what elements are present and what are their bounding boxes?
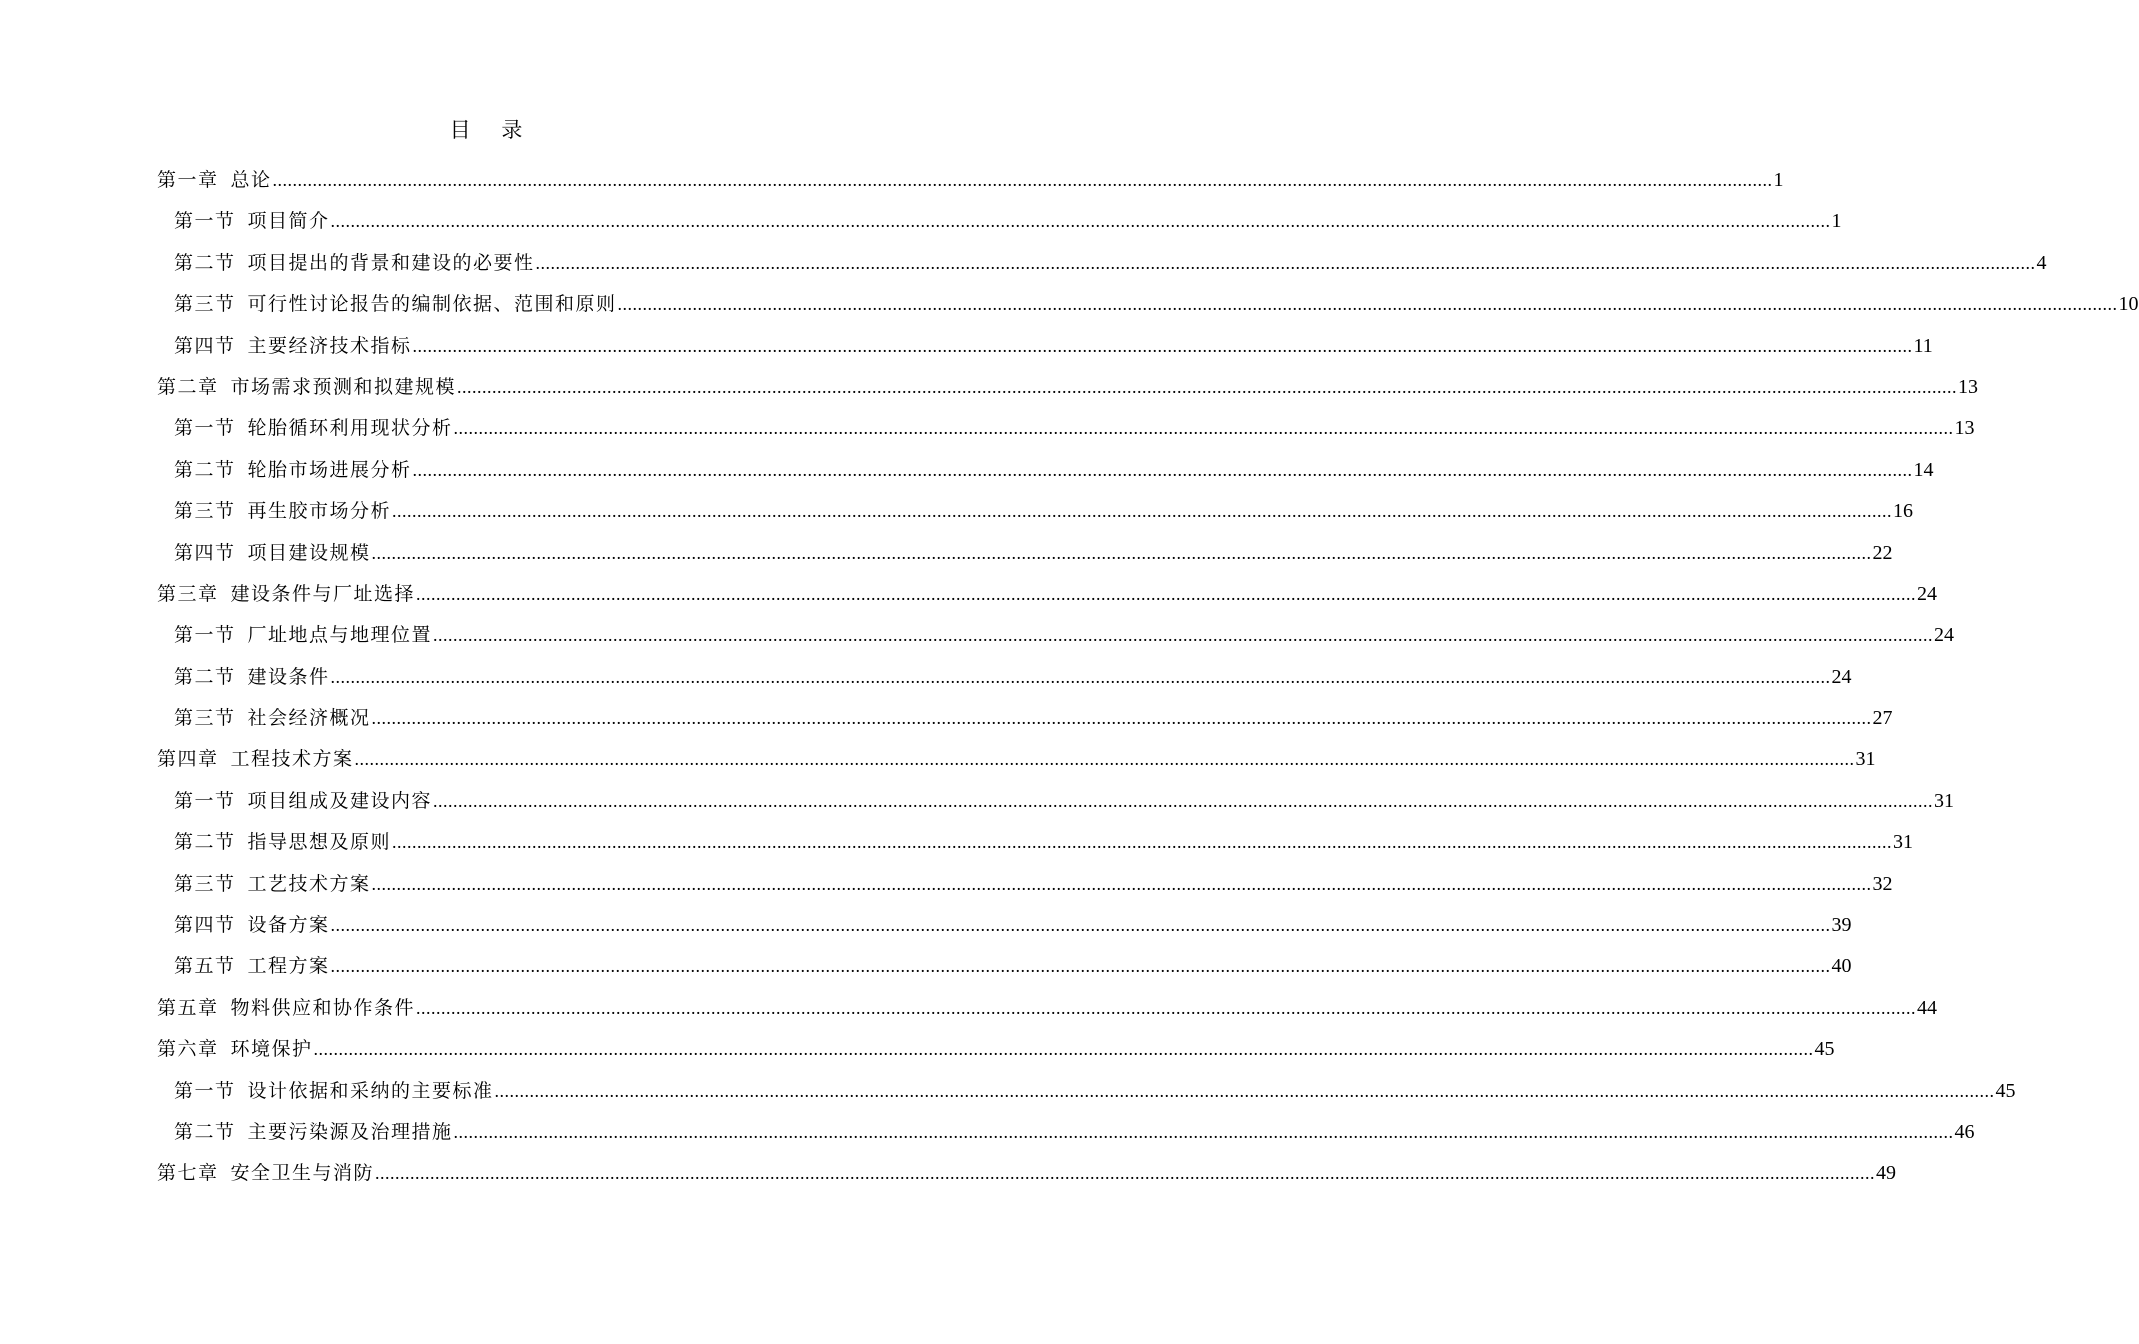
toc-section-entry[interactable] xyxy=(157,408,1975,449)
toc-entry-number: 第三节 xyxy=(174,500,236,523)
toc-entry-label xyxy=(174,201,330,242)
toc-dot-leader: ............................................................................................................................................................................................................................................................................................................ xyxy=(392,832,1893,853)
toc-entry-title: 市场需求预测和拟建规模 xyxy=(230,375,457,398)
toc-page-number: 13 xyxy=(1954,417,1975,440)
toc-entry-number: 第四节 xyxy=(174,541,236,564)
toc-entry-title: 指导思想及原则 xyxy=(247,831,392,854)
toc-page-number: 16 xyxy=(1893,500,1914,523)
toc-entry-number: 第一章 xyxy=(157,169,219,191)
toc-entry-label xyxy=(174,657,330,698)
toc-entry-title: 总论 xyxy=(230,169,272,191)
toc-entry-number: 第一节 xyxy=(174,417,236,440)
toc-entry-label xyxy=(157,739,354,780)
toc-entry-number: 第三节 xyxy=(174,707,236,730)
toc-section-entry[interactable] xyxy=(157,946,1852,987)
toc-entry-number: 第二节 xyxy=(174,458,236,481)
toc-entry-title: 项目建设规模 xyxy=(247,541,371,564)
toc-entry-title: 工艺技术方案 xyxy=(247,872,371,895)
toc-entry-label xyxy=(174,822,391,863)
toc-dot-leader: ............................................................................................................................................................................................................................................................................................................ xyxy=(392,501,1893,522)
toc-page-number: 24 xyxy=(1934,624,1955,647)
toc-page-number: 31 xyxy=(1855,748,1876,771)
toc-entry-number: 第四章 xyxy=(157,748,219,771)
toc-entry-number: 第一节 xyxy=(174,210,236,233)
toc-dot-leader: ............................................................................................................................................................................................................................................................................................................ xyxy=(330,956,1831,977)
toc-entry-label xyxy=(174,905,330,946)
toc-section-entry[interactable] xyxy=(157,533,1893,574)
toc-page-number: 10 xyxy=(2118,293,2139,316)
toc-page-number: 32 xyxy=(1872,872,1893,895)
toc-chapter-entry[interactable] xyxy=(157,1029,1835,1070)
toc-dot-leader: ............................................................................................................................................................................................................................................................................................................ xyxy=(535,252,2036,273)
toc-page-number: 24 xyxy=(1917,582,1938,605)
toc-chapter-entry[interactable] xyxy=(157,160,1784,201)
toc-entry-label xyxy=(157,988,415,1029)
toc-entry-label xyxy=(174,864,371,905)
toc-section-entry[interactable] xyxy=(157,864,1893,905)
toc-page-number: 11 xyxy=(1913,334,1933,357)
toc-entry-label xyxy=(174,946,330,987)
toc-entry-number: 第三节 xyxy=(174,872,236,895)
toc-entry-label xyxy=(174,698,371,739)
toc-page-number: 1 xyxy=(1831,210,1842,233)
toc-entry-number: 第三章 xyxy=(157,582,219,605)
toc-entry-title: 轮胎市场进展分析 xyxy=(247,458,412,481)
toc-entry-title: 轮胎循环利用现状分析 xyxy=(247,417,453,440)
toc-dot-leader: ............................................................................................................................................................................................................................................................................................................ xyxy=(412,335,1913,356)
toc-dot-leader: ............................................................................................................................................................................................................................................................................................................ xyxy=(433,790,1934,811)
toc-page-number: 27 xyxy=(1872,707,1893,730)
toc-section-entry[interactable] xyxy=(157,450,1934,491)
toc-page-number: 1 xyxy=(1773,169,1784,191)
toc-entry-title: 设备方案 xyxy=(247,914,330,937)
toc-entry-title: 建设条件 xyxy=(247,665,330,688)
toc-dot-leader: ............................................................................................................................................................................................................................................................................................................ xyxy=(330,666,1831,687)
toc-dot-leader: ............................................................................................................................................................................................................................................................................................................ xyxy=(371,873,1872,894)
toc-page-number: 14 xyxy=(1913,458,1934,481)
toc-entry-label xyxy=(174,533,371,574)
toc-dot-leader: ............................................................................................................................................................................................................................................................................................................ xyxy=(416,583,1917,604)
toc-page-number: 4 xyxy=(2036,251,2047,274)
toc-entry-number: 第二节 xyxy=(174,251,236,274)
toc-entry-title: 建设条件与厂址选择 xyxy=(230,582,416,605)
toc-chapter-entry[interactable] xyxy=(157,367,1979,408)
toc-section-entry[interactable] xyxy=(157,326,1933,367)
toc-chapter-entry[interactable] xyxy=(157,574,1938,615)
toc-entry-label xyxy=(174,284,617,325)
toc-page-number: 13 xyxy=(1958,375,1979,398)
toc-entry-title: 安全卫生与消防 xyxy=(230,1162,375,1185)
toc-entry-number: 第四节 xyxy=(174,334,236,357)
toc-entry-label xyxy=(174,615,432,656)
toc-section-entry[interactable] xyxy=(157,491,1914,532)
toc-entry-title: 项目组成及建设内容 xyxy=(247,789,433,812)
toc-list xyxy=(157,160,2139,1195)
toc-section-entry[interactable] xyxy=(157,657,1852,698)
toc-section-entry[interactable] xyxy=(157,1112,1975,1153)
toc-page-number: 22 xyxy=(1872,541,1893,564)
toc-dot-leader: ............................................................................................................................................................................................................................................................................................................ xyxy=(371,708,1872,729)
toc-entry-number: 第一节 xyxy=(174,789,236,812)
toc-dot-leader: ............................................................................................................................................................................................................................................................................................................ xyxy=(416,997,1917,1018)
toc-entry-label xyxy=(174,1112,453,1153)
toc-dot-leader: ............................................................................................................................................................................................................................................................................................................ xyxy=(375,1163,1876,1184)
toc-entry-label xyxy=(174,408,453,449)
toc-chapter-entry[interactable] xyxy=(157,739,1876,780)
toc-section-entry[interactable] xyxy=(157,615,1955,656)
toc-section-entry[interactable] xyxy=(157,1071,2016,1112)
toc-entry-title: 环境保护 xyxy=(230,1038,313,1061)
toc-entry-label xyxy=(174,1071,494,1112)
toc-entry-number: 第六章 xyxy=(157,1038,219,1061)
toc-entry-number: 第一节 xyxy=(174,1079,236,1102)
toc-entry-title: 设计依据和采纳的主要标准 xyxy=(247,1079,494,1102)
toc-entry-number: 第五章 xyxy=(157,996,219,1019)
toc-page-number: 46 xyxy=(1954,1120,1975,1143)
toc-page-number: 45 xyxy=(1995,1079,2016,1102)
toc-entry-label xyxy=(157,1153,374,1194)
toc-entry-title: 项目简介 xyxy=(247,210,330,233)
toc-entry-title: 工程技术方案 xyxy=(230,748,354,771)
toc-page-number: 45 xyxy=(1814,1038,1835,1061)
toc-entry-title: 可行性讨论报告的编制依据、范围和原则 xyxy=(247,293,617,316)
toc-entry-label xyxy=(174,326,412,367)
toc-dot-leader: ............................................................................................................................................................................................................................................................................................................ xyxy=(313,1039,1814,1060)
toc-entry-number: 第一节 xyxy=(174,624,236,647)
toc-page-number: 31 xyxy=(1934,789,1955,812)
toc-page-number: 49 xyxy=(1876,1162,1897,1185)
toc-chapter-entry[interactable] xyxy=(157,1153,1897,1194)
toc-entry-number: 第二节 xyxy=(174,665,236,688)
toc-section-entry[interactable] xyxy=(157,905,1852,946)
toc-entry-title: 主要经济技术指标 xyxy=(247,334,412,357)
toc-entry-label xyxy=(157,1029,313,1070)
toc-section-entry[interactable] xyxy=(157,201,1842,242)
toc-dot-leader: ............................................................................................................................................................................................................................................................................................................ xyxy=(457,376,1958,397)
toc-entry-number: 第四节 xyxy=(174,914,236,937)
toc-entry-label xyxy=(174,450,412,491)
toc-dot-leader: ............................................................................................................................................................................................................................................................................................................ xyxy=(453,1121,1954,1142)
toc-page-number: 40 xyxy=(1831,955,1852,978)
toc-chapter-entry[interactable] xyxy=(157,988,1938,1029)
toc-entry-number: 第五节 xyxy=(174,955,236,978)
toc-section-entry[interactable] xyxy=(157,781,1955,822)
toc-entry-title: 社会经济概况 xyxy=(247,707,371,730)
toc-page-number: 44 xyxy=(1917,996,1938,1019)
toc-title: 目 录 xyxy=(449,118,535,142)
toc-section-entry[interactable] xyxy=(157,822,1914,863)
toc-page-number: 24 xyxy=(1831,665,1852,688)
toc-dot-leader: ............................................................................................................................................................................................................................................................................................................ xyxy=(371,542,1872,563)
toc-entry-title: 再生胶市场分析 xyxy=(247,500,392,523)
toc-dot-leader: ............................................................................................................................................................................................................................................................................................................ xyxy=(272,170,1773,190)
toc-entry-number: 第七章 xyxy=(157,1162,219,1185)
toc-entry-title: 厂址地点与地理位置 xyxy=(247,624,433,647)
toc-entry-label xyxy=(174,491,391,532)
toc-section-entry[interactable] xyxy=(157,243,2047,284)
toc-page-number: 39 xyxy=(1831,914,1852,937)
toc-entry-title: 主要污染源及治理措施 xyxy=(247,1120,453,1143)
toc-section-entry[interactable] xyxy=(157,284,2139,325)
toc-entry-title: 物料供应和协作条件 xyxy=(230,996,416,1019)
toc-dot-leader: ............................................................................................................................................................................................................................................................................................................ xyxy=(433,625,1934,646)
toc-entry-label xyxy=(174,243,535,284)
toc-dot-leader: ............................................................................................................................................................................................................................................................................................................ xyxy=(354,749,1855,770)
toc-entry-title: 项目提出的背景和建设的必要性 xyxy=(247,251,535,274)
toc-entry-label xyxy=(157,367,456,408)
toc-entry-label xyxy=(157,574,415,615)
toc-entry-number: 第二节 xyxy=(174,1120,236,1143)
toc-section-entry[interactable] xyxy=(157,698,1893,739)
toc-entry-number: 第二章 xyxy=(157,375,219,398)
toc-entry-number: 第二节 xyxy=(174,831,236,854)
toc-entry-label xyxy=(157,160,272,201)
toc-dot-leader: ............................................................................................................................................................................................................................................................................................................ xyxy=(617,294,2118,315)
toc-dot-leader: ............................................................................................................................................................................................................................................................................................................ xyxy=(330,915,1831,936)
toc-page-number: 31 xyxy=(1893,831,1914,854)
toc-entry-label xyxy=(174,781,432,822)
toc-dot-leader: ............................................................................................................................................................................................................................................................................................................ xyxy=(453,418,1954,439)
toc-entry-title: 工程方案 xyxy=(247,955,330,978)
toc-dot-leader: ............................................................................................................................................................................................................................................................................................................ xyxy=(412,459,1913,480)
toc-dot-leader: ............................................................................................................................................................................................................................................................................................................ xyxy=(330,211,1831,232)
toc-entry-number: 第三节 xyxy=(174,293,236,316)
toc-dot-leader: ............................................................................................................................................................................................................................................................................................................ xyxy=(494,1080,1995,1101)
